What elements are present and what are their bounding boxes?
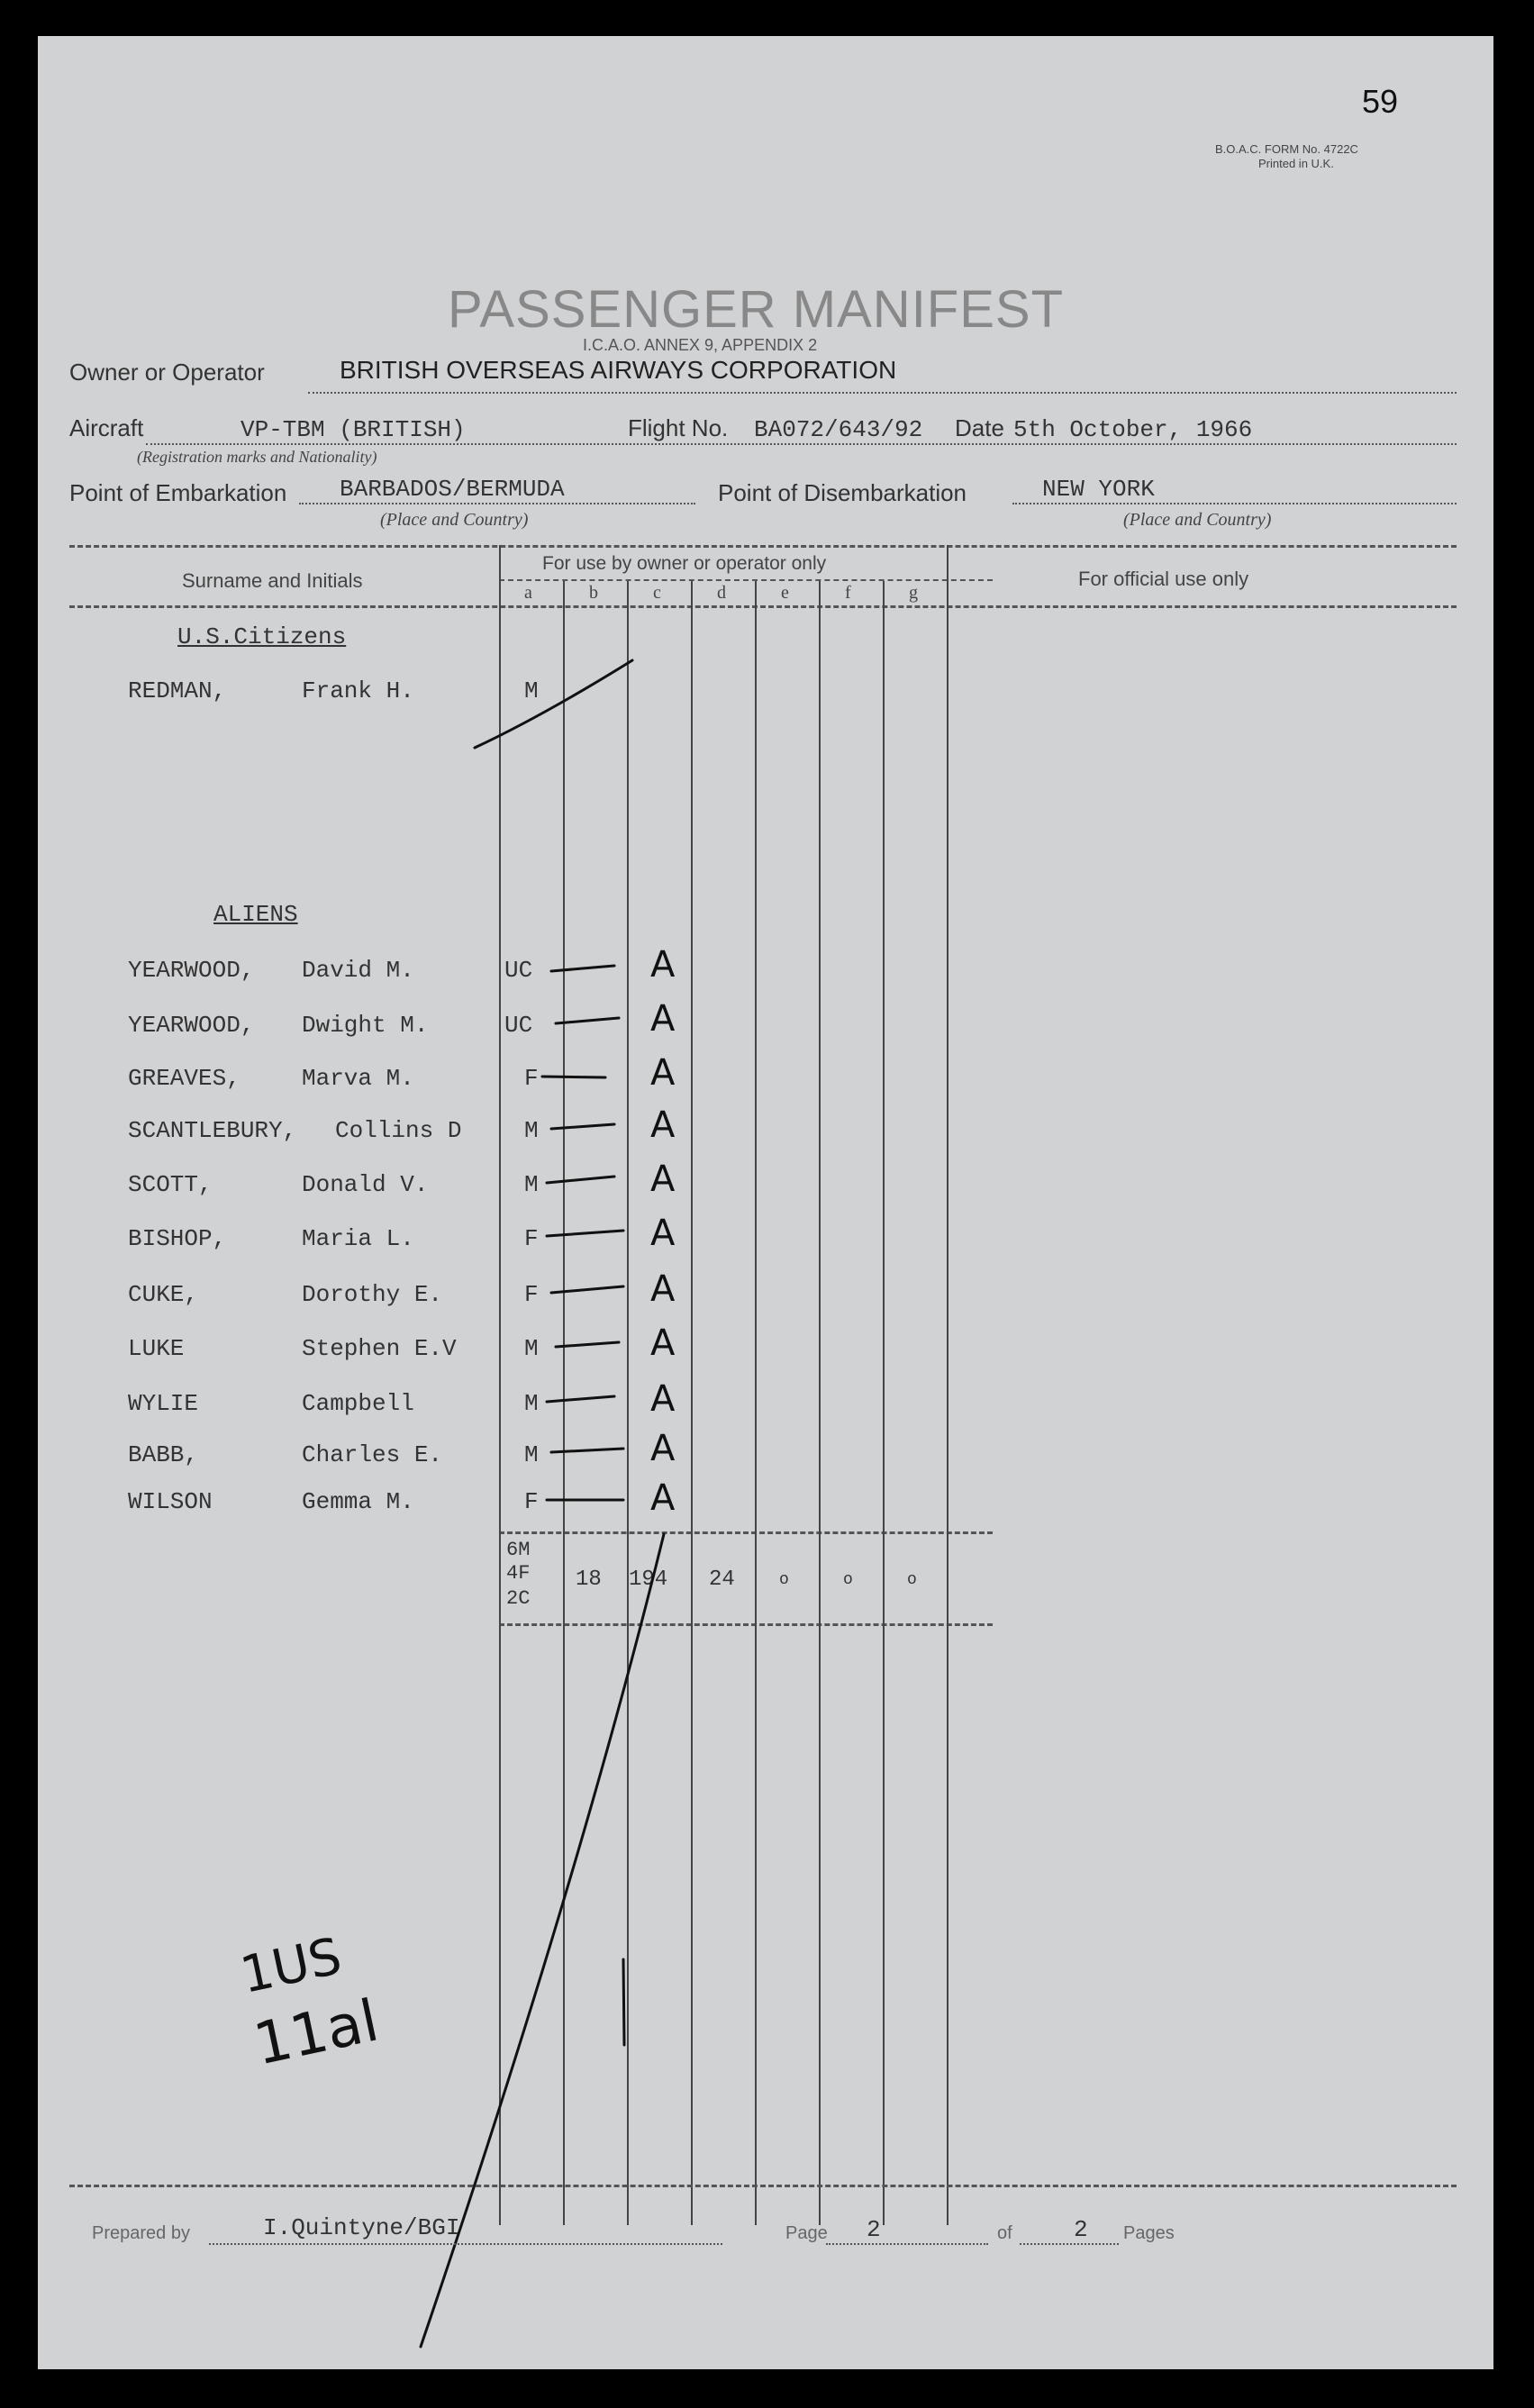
passenger-given-name: Campbell: [302, 1390, 414, 1417]
of-label: of: [997, 2223, 1012, 2243]
passenger-surname: SCANTLEBURY,: [128, 1117, 297, 1144]
passenger-surname: SCOTT,: [128, 1171, 213, 1198]
total-pages: 2: [1074, 2216, 1088, 2243]
col-letter-d: d: [717, 583, 726, 603]
passenger-surname: WILSON: [128, 1488, 213, 1515]
total-a-female: 4F: [506, 1562, 531, 1585]
passenger-col-a: UC: [504, 1012, 533, 1039]
total-a-children: 2C: [506, 1587, 531, 1610]
owner-value: BRITISH OVERSEAS AIRWAYS CORPORATION: [340, 356, 897, 384]
passenger-given-name: Dwight M.: [302, 1012, 429, 1039]
total-f: o: [843, 1571, 853, 1589]
passenger-col-a: F: [524, 1281, 539, 1308]
passenger-given-name: Marva M.: [302, 1065, 414, 1092]
passenger-surname: GREAVES,: [128, 1065, 241, 1092]
passenger-col-a: M: [524, 1171, 539, 1198]
passenger-surname: BABB,: [128, 1441, 199, 1468]
official-use-header: For official use only: [1078, 568, 1249, 590]
margin-note-line-2: 11al: [248, 1987, 385, 2079]
passenger-given-name: Gemma M.: [302, 1488, 414, 1515]
manifest-sheet: [38, 36, 1493, 2369]
col-letter-a: a: [524, 583, 532, 603]
handwritten-mark: A: [650, 1378, 676, 1420]
owner-use-header: For use by owner or operator only: [542, 553, 827, 574]
passenger-given-name: Collins D: [335, 1117, 462, 1144]
flight-value: BA072/643/92: [754, 416, 923, 443]
aliens-section-heading: ALIENS: [213, 901, 298, 928]
passenger-col-a: M: [524, 1117, 539, 1144]
passenger-col-a: UC: [504, 957, 533, 984]
form-code: B.O.A.C. FORM No. 4722C: [1215, 142, 1358, 156]
passenger-col-a: M: [524, 1441, 539, 1468]
prepared-by-value: I.Quintyne/BGI: [263, 2214, 460, 2241]
page-subtitle: I.C.A.O. ANNEX 9, APPENDIX 2: [583, 336, 818, 354]
redman-tick-stroke: [475, 660, 632, 748]
total-d: 24: [709, 1567, 735, 1592]
passenger-surname: CUKE,: [128, 1281, 199, 1308]
passenger-col-a: M: [524, 1390, 539, 1417]
passenger-surname: LUKE: [128, 1335, 185, 1362]
handwritten-mark: A: [650, 1104, 676, 1146]
passenger-given-name: Stephen E.V: [302, 1335, 457, 1362]
embark-value: BARBADOS/BERMUDA: [340, 476, 565, 503]
handwritten-mark: A: [650, 1428, 676, 1469]
total-e: o: [779, 1571, 789, 1589]
aircraft-label: Aircraft: [69, 414, 144, 441]
owner-label: Owner or Operator: [69, 359, 265, 386]
total-c: 194: [629, 1567, 668, 1592]
handwritten-mark: A: [650, 1268, 676, 1310]
passenger-given-name: Dorothy E.: [302, 1281, 443, 1308]
us-section-heading: U.S.Citizens: [177, 623, 347, 650]
handwritten-mark: A: [650, 1477, 676, 1519]
col-letter-g: g: [909, 583, 918, 603]
passenger-surname: REDMAN,: [128, 677, 227, 704]
passenger-given-name: Maria L.: [302, 1225, 414, 1252]
passenger-given-name: David M.: [302, 957, 414, 984]
total-a-male: 6M: [506, 1539, 531, 1561]
embark-label: Point of Embarkation: [69, 479, 287, 506]
page-value: 2: [867, 2216, 881, 2243]
passenger-surname: YEARWOOD,: [128, 957, 255, 984]
passenger-surname: WYLIE: [128, 1390, 199, 1417]
handwritten-mark: A: [650, 944, 676, 986]
passenger-given-name: Frank H.: [302, 677, 414, 704]
printed-in: Printed in U.K.: [1258, 157, 1334, 170]
handwritten-mark: A: [650, 1213, 676, 1254]
passenger-col-a: F: [524, 1065, 539, 1092]
col-letter-b: b: [589, 583, 598, 603]
pages-label: Pages: [1123, 2223, 1175, 2243]
col-letter-f: f: [845, 583, 851, 603]
col-letter-e: e: [781, 583, 789, 603]
registration-note: (Registration marks and Nationality): [137, 448, 377, 466]
prepared-by-label: Prepared by: [92, 2223, 190, 2243]
date-label: Date: [955, 414, 1004, 441]
page-label: Page: [785, 2223, 828, 2243]
flight-label: Flight No.: [628, 414, 729, 441]
passenger-col-a: M: [524, 1335, 539, 1362]
embark-place-note: (Place and Country): [380, 510, 529, 530]
passenger-surname: BISHOP,: [128, 1225, 227, 1252]
passenger-given-name: Charles E.: [302, 1441, 443, 1468]
passenger-col-a: F: [524, 1225, 539, 1252]
disembark-place-note: (Place and Country): [1123, 510, 1272, 530]
page-number: 59: [1362, 83, 1399, 120]
vertical-stroke: [623, 1959, 624, 2045]
total-b: 18: [576, 1567, 602, 1592]
handwritten-mark: A: [650, 998, 676, 1040]
passenger-given-name: Donald V.: [302, 1171, 429, 1198]
total-g: o: [907, 1571, 917, 1589]
surname-header: Surname and Initials: [182, 569, 363, 592]
handwritten-mark: A: [650, 1322, 676, 1364]
passenger-col-a: F: [524, 1488, 539, 1515]
disembark-value: NEW YORK: [1042, 476, 1155, 503]
handwritten-mark: A: [650, 1159, 676, 1200]
date-value: 5th October, 1966: [1013, 416, 1253, 443]
passenger-col-a: M: [524, 677, 539, 704]
handwritten-mark: A: [650, 1052, 676, 1094]
margin-note-line-1: 1US: [235, 1927, 347, 2005]
col-letter-c: c: [653, 583, 661, 603]
disembark-label: Point of Disembarkation: [718, 479, 967, 506]
page-title: PASSENGER MANIFEST: [448, 280, 1065, 339]
aircraft-value: VP-TBM (BRITISH): [241, 416, 466, 443]
passenger-surname: YEARWOOD,: [128, 1012, 255, 1039]
